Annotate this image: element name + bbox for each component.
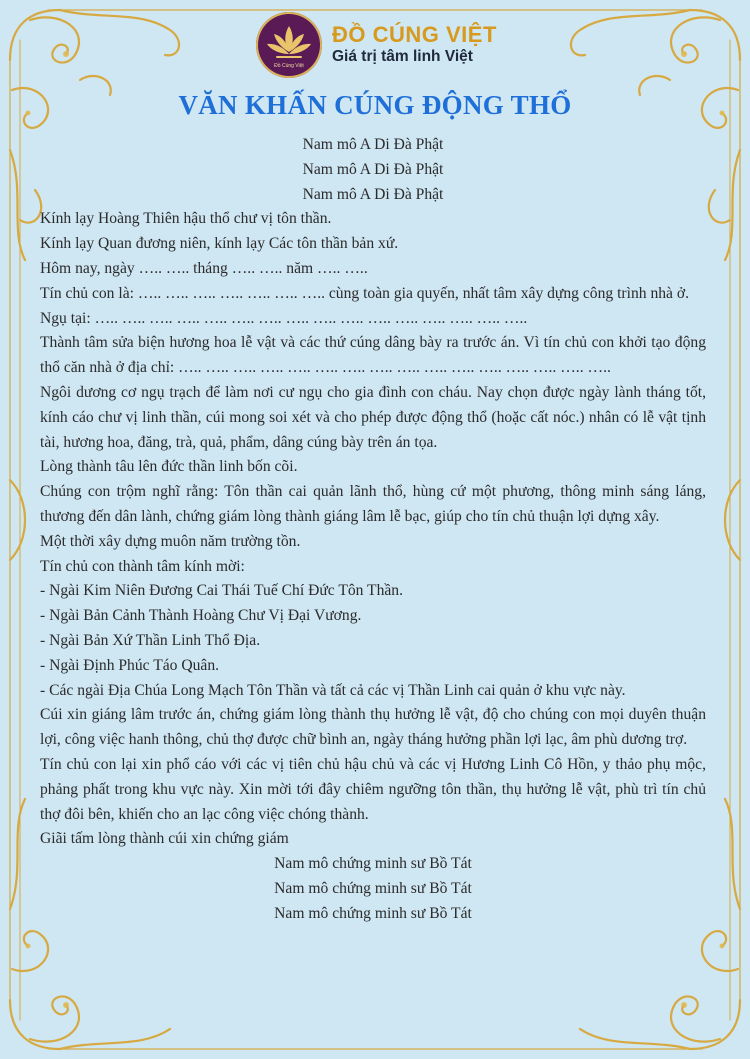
list-item: - Các ngài Địa Chúa Long Mạch Tôn Thần và tất cả các vị Thần Linh cai quản ở khu vực này. xyxy=(40,681,626,699)
closing-invocation: Nam mô chứng minh sư Bồ Tát xyxy=(274,904,472,922)
lotus-icon xyxy=(256,12,322,78)
brand-name: ĐỒ CÚNG VIỆT xyxy=(332,22,497,47)
paragraph: Giãi tấm lòng thành cúi xin chứng giám xyxy=(40,830,289,848)
paragraph: Chúng con trộm nghĩ rằng: Tôn thần cai quản lãnh thổ, hùng cứ một phương, thông minh sáng láng, thương đến dân lành, chứng giám lòng thành giáng lâm lễ bạc, giúp cho tín chủ thuận lợi dựng xây. xyxy=(40,483,706,525)
opening-invocation: Nam mô A Di Đà Phật xyxy=(302,185,444,203)
list-item: - Ngài Định Phúc Táo Quân. xyxy=(40,656,220,674)
prayer-text xyxy=(40,133,706,927)
opening-invocation: Nam mô A Di Đà Phật xyxy=(302,160,444,178)
paragraph: Hôm nay, ngày ….. ….. tháng ….. ….. năm ….. ….. xyxy=(40,259,368,277)
paragraph: Kính lạy Quan đương niên, kính lạy Các tôn thần bản xứ. xyxy=(40,235,399,253)
paragraph: Ngôi dương cơ ngụ trạch để làm nơi cư ngụ cho gia đình con cháu. Nay chọn được ngày lành tháng tốt, kính cáo chư vị linh thần, cúi mong soi xét và cho phép được động thổ (hoặc cất nóc.) nhân có lễ vật tịnh tài, hương hoa, đăng, trà, quả, phẩm, dâng cúng bày trên án tọa. xyxy=(40,383,706,451)
document-title: VĂN KHẤN CÚNG ĐỘNG THỔ xyxy=(178,90,572,120)
closing-invocation: Nam mô chứng minh sư Bồ Tát xyxy=(274,879,472,897)
opening-invocation: Nam mô A Di Đà Phật xyxy=(302,136,444,153)
brand-tagline: Giá trị tâm linh Việt xyxy=(332,48,473,65)
list-item: - Ngài Bản Xứ Thần Linh Thổ Địa. xyxy=(40,631,261,649)
list-item: - Ngài Kim Niên Đương Cai Thái Tuế Chí Đức Tôn Thần. xyxy=(40,582,403,600)
paragraph: Cúi xin giáng lâm trước án, chứng giám lòng thành thụ hưởng lễ vật, độ cho chúng con mọi duyên thuận lợi, công việc hanh thông, chủ thợ được chữ bình an, ngày tháng hưởng phần lợi lạc, âm phù dương trợ. xyxy=(40,706,706,749)
paragraph: Thành tâm sửa biện hương hoa lễ vật và các thứ cúng dâng bày ra trước án. Vì tín chủ con khởi tạo động thổ căn nhà ở địa chỉ: ….. ….. ….. ….. ….. ….. ….. ….. ….. ….. ….. ….. ….. ….. ….. ….. xyxy=(40,334,706,377)
paragraph: Một thời xây dựng muôn năm trường tồn. xyxy=(40,532,301,550)
logo-badge-text: Đồ Cúng Việt xyxy=(274,63,304,69)
paragraph: Kính lạy Hoàng Thiên hậu thổ chư vị tôn thần. xyxy=(40,210,332,228)
closing-invocation: Nam mô chứng minh sư Bồ Tát xyxy=(274,855,472,873)
paragraph: Lòng thành tâu lên đức thần linh bốn cõi. xyxy=(40,458,298,476)
brand-logo xyxy=(256,12,497,78)
paragraph: Tín chủ con thành tâm kính mời: xyxy=(40,557,245,575)
paragraph: Tín chủ con là: ….. ….. ….. ….. ….. ….. ….. cùng toàn gia quyến, nhất tâm xây dựng công trình nhà ở. xyxy=(40,284,689,302)
paragraph: Tín chủ con lại xin phổ cáo với các vị tiên chủ hậu chủ và các vị Hương Linh Cô Hồn, y thảo phụ mộc, phảng phất trong khu vực này. Xin mời tới đây chiêm ngưỡng tôn thần, thụ hưởng lễ vật, phù trì tín chủ thợ đôi bên, khiến cho an lạc công việc chóng thành. xyxy=(40,755,706,823)
list-item: - Ngài Bản Cảnh Thành Hoàng Chư Vị Đại Vương. xyxy=(40,607,362,625)
paragraph: Ngụ tại: ….. ….. ….. ….. ….. ….. ….. ….. ….. ….. ….. ….. ….. ….. ….. ….. xyxy=(40,309,528,327)
